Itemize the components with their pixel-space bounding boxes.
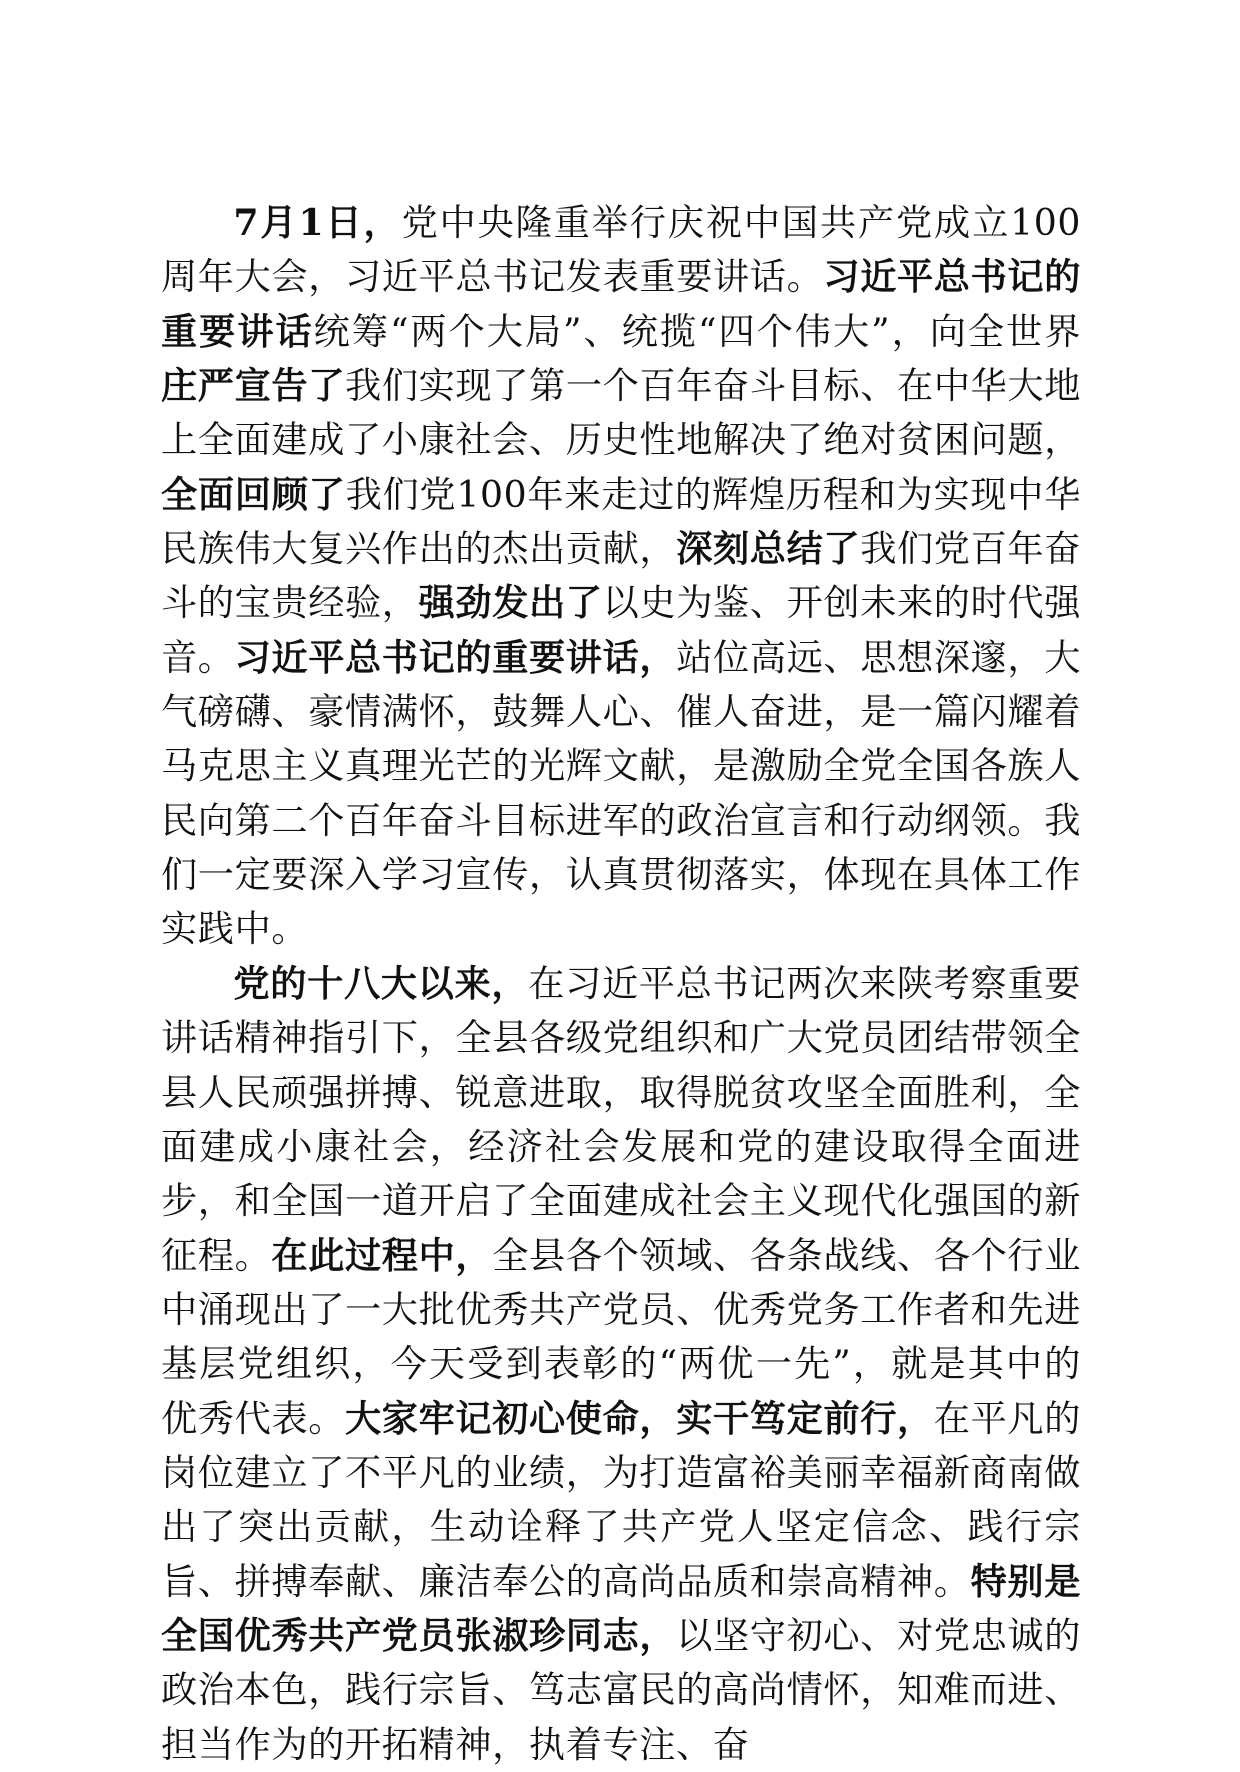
text-run: 我们党100年来走过的辉煌历程和为实现中华民族伟大复兴作出的杰出贡献， [161, 472, 1081, 571]
text-run: 统筹“两个大局”、统揽“四个伟大”，向全世界 [313, 309, 1081, 353]
text-run: 全县各个领域、各条战线、各个行业中涌现出了一大批优秀共产党员、优秀党务工作者和先进基层党组织，今天受到表彰的“两优一先”，就是其中的优秀代表。 [161, 1233, 1081, 1440]
text-run: 7月1日， [233, 201, 402, 244]
text-run: 党中央隆重举行庆祝中国共产党成立100周年大会，习近平总书记发表重要讲话。 [161, 201, 1081, 299]
text-run: 强劲发出了 [418, 581, 603, 625]
text-run: 在此过程中， [271, 1233, 493, 1277]
text-run: 党的十八大以来， [233, 961, 529, 1005]
text-run: 我们党百年奋斗的宝贵经验， [161, 527, 1081, 625]
text-run: 特别是全国优秀共产党员张淑珍同志， [161, 1559, 1081, 1657]
text-run: 以坚守初心、对党忠诚的政治本色，践行宗旨、笃志富民的高尚情怀，知难而进、担当作为的开拓精神，执着专注、奋 [161, 1613, 1081, 1766]
text-run: 站位高远、思想深邃，大气磅礴、豪情满怀，鼓舞人心、催人奋进，是一篇闪耀着马克思主义真理光芒的光辉文献，是激励全党全国各族人民向第二个百年奋斗目标进军的政治宣言和行动纲领。我们一定要深入学习宣传，认真贯彻落实，体现在具体工作实践中。 [161, 635, 1082, 951]
text-run: 大家牢记初心使命，实干笃定前行， [345, 1396, 934, 1440]
text-run: 庄严宣告了 [161, 364, 346, 408]
text-run: 习近平总书记的重要讲话， [234, 635, 677, 679]
text-run: 在平凡的岗位建立了不平凡的业绩，为打造富裕美丽幸福新商南做出了突出贡献，生动诠释了共产党人坚定信念、践行宗旨、拼搏奉献、廉洁奉公的高尚品质和崇高精神。 [161, 1396, 1081, 1603]
text-run: 在习近平总书记两次来陕考察重要讲话精神指引下，全县各级党组织和广大党员团结带领全县人民顽强拼搏、锐意进取，取得脱贫攻坚全面胜利，全面建成小康社会，经济社会发展和党的建设取得全面进步，和全国一道开启了全面建成社会主义现代化强国的新征程。 [161, 961, 1081, 1277]
paragraph-1 [161, 196, 1081, 957]
paragraph-2 [161, 957, 1081, 1772]
text-run: 我们实现了第一个百年奋斗目标、在中华大地上全面建成了小康社会、历史性地解决了绝对贫困问题， [161, 364, 1082, 462]
text-run: 习近平总书记的重要讲话 [161, 255, 1081, 353]
text-run: 深刻总结了 [676, 527, 861, 571]
body-text [161, 196, 1081, 1772]
text-run: 全面回顾了 [161, 472, 346, 516]
text-run: 以史为鉴、开创未来的时代强音。 [161, 581, 1081, 679]
